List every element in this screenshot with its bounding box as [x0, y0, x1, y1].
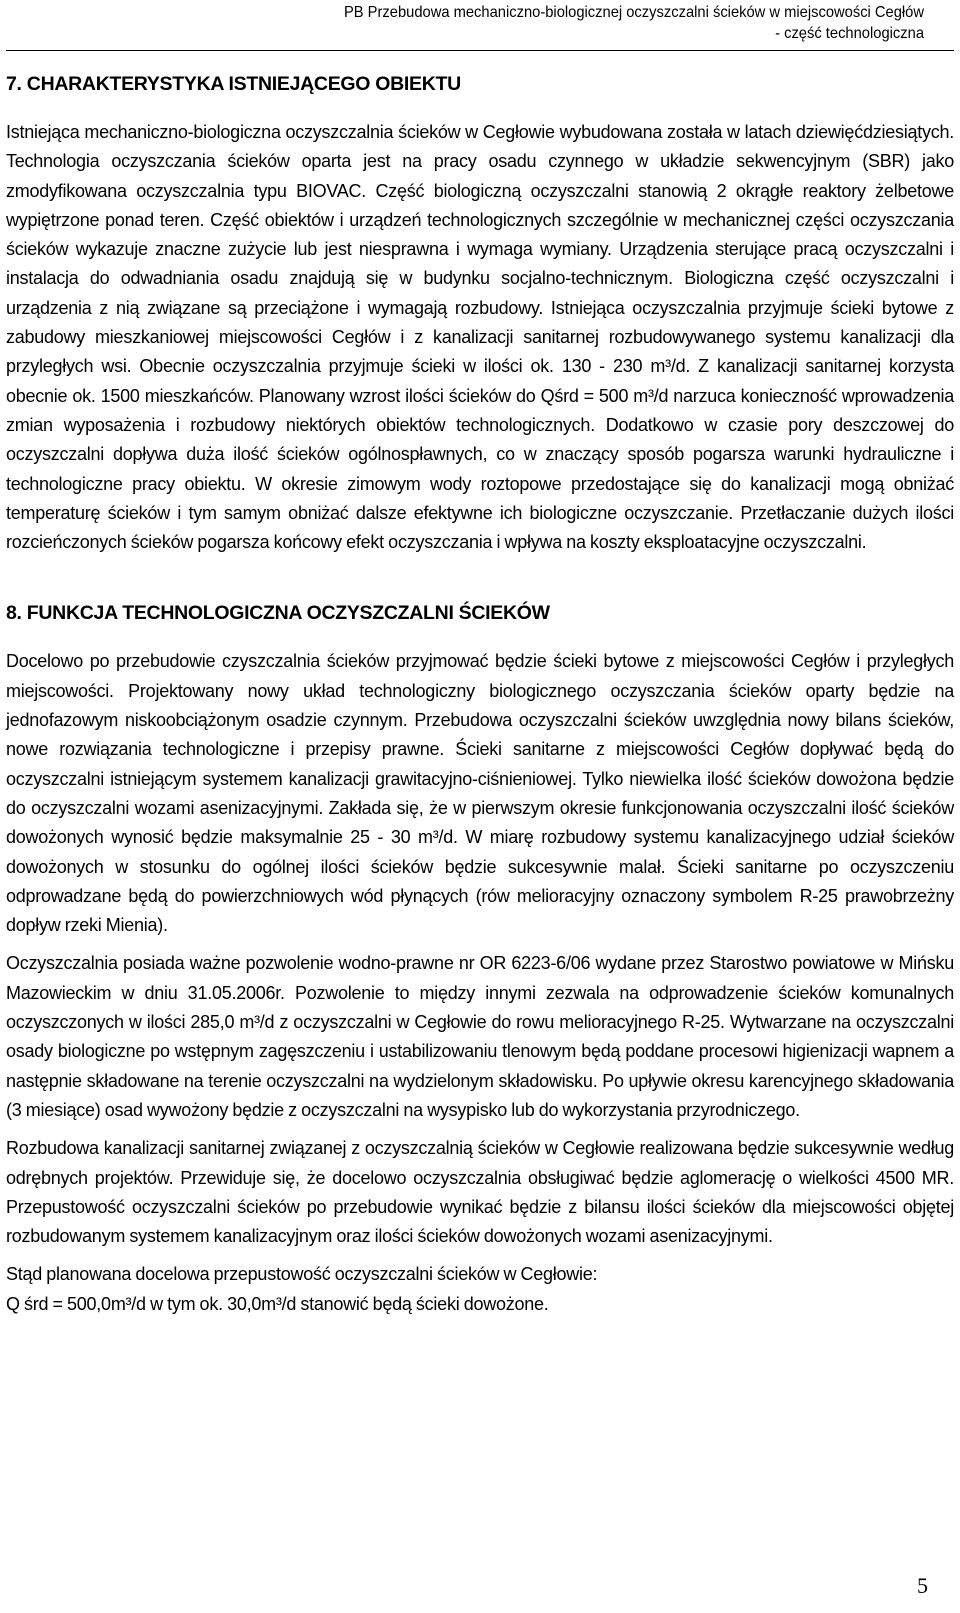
header-subtitle: - część technologiczna [775, 25, 924, 42]
header-title: PB Przebudowa mechaniczno-biologicznej oczyszczalni ścieków w miejscowości Cegłów [343, 4, 924, 21]
capacity-formula: Q śrd = 500,0m³/d w tym ok. 30,0m³/d stanowić będą ścieki dowożone. [6, 1293, 549, 1314]
header-divider [6, 50, 954, 51]
section-8-paragraph-1: Docelowo po przebudowie czyszczalnia ścieków przyjmować będzie ścieki bytowe z miejscowości Cegłów i przyległych miejscowości. Projektowany nowy układ technologiczny biologicznego oczyszczania ścieków oparty będzie na jednofazowym niskoobciążonym osadzie czynnym. Przebudowa oczyszczalni ścieków uwzględnia nowy bilans ścieków, nowe rozwiązania technologiczne i przepisy prawne. Ścieki sanitarne z miejscowości Cegłów dopływać będą do oczyszczalni istniejącym systemem kanalizacji grawitacyjno-ciśnieniowej. Tylko niewielka ilość ścieków dowożona będzie do oczyszczalni wozami asenizacyjnymi. Zakłada się, że w pierwszym okresie funkcjonowania oczyszczalni ilość ścieków dowożonych wynosić będzie maksymalnie 25 - 30 m³/d. W miarę rozbudowy systemu kanalizacyjnego udział ścieków dowożonych w stosunku do ogólnej ilości ścieków będzie sukcesywnie malał. Ścieki sanitarne po oczyszczeniu odprowadzane będą do powierzchniowych wód płynących (rów melioracyjny oznaczony symbolem R-25 prawobrzeżny dopływ rzeki Mienia). [6, 651, 954, 936]
page-number: 5 [917, 1573, 928, 1598]
section-8-paragraph-2: Oczyszczalnia posiada ważne pozwolenie wodno-prawne nr OR 6223-6/06 wydane przez Starostwo powiatowe w Mińsku Mazowieckim w dniu 31.05.2006r. Pozwolenie to między innymi zezwala na odprowadzenie ścieków komunalnych oczyszczonych w ilości 285,0 m³/d z oczyszczalni w Cegłowie do rowu melioracyjnego R-25. Wytwarzane na oczyszczalni osady biologiczne po wstępnym zagęszczeniu i ustabilizowaniu tlenowym będą poddane procesowi higienizacji wapnem a następnie składowane na terenie oczyszczalni na wydzielonym składowisku. Po upływie okresu karencyjnego składowania (3 miesiące) osad wywożony będzie z oczyszczalni na wysypisko lub do wykorzystania przyrodniczego. [6, 953, 954, 1120]
section-8-paragraph-3: Rozbudowa kanalizacji sanitarnej związanej z oczyszczalnią ścieków w Cegłowie realizowana będzie sukcesywnie według odrębnych projektów. Przewiduje się, że docelowo oczyszczalnia obsługiwać będzie aglomerację o wielkości 4500 MR. Przepustowość oczyszczalni ścieków po przebudowie wynikać będzie z bilansu ilości ścieków dla miejscowości objętej rozbudowanym systemem kanalizacyjnym oraz ilości ścieków dowożonych wozami asenizacyjnymi. [6, 1138, 954, 1247]
document-body [6, 68, 954, 1319]
section-7-paragraph: Istniejąca mechaniczno-biologiczna oczyszczalnia ścieków w Cegłowie wybudowana została w latach dziewięćdziesiątych. Technologia oczyszczania ścieków oparta jest na pracy osadu czynnego w układzie sekwencyjnym (SBR) jako zmodyfikowana oczyszczalnia typu BIOVAC. Część biologiczną oczyszczalni stanowią 2 okrągłe reaktory żelbetowe wypiętrzone ponad teren. Część obiektów i urządzeń technologicznych szczególnie w mechanicznej części oczyszczania ścieków wykazuje znaczne zużycie lub jest niesprawna i wymaga wymiany. Urządzenia sterujące pracą oczyszczalni i instalacja do odwadniania osadu znajdują się w budynku socjalno-technicznym. Biologiczna część oczyszczalni i urządzenia z nią związane są przeciążone i wymagają rozbudowy. Istniejąca oczyszczalnia przyjmuje ścieki bytowe z zabudowy mieszkaniowej miejscowości Cegłów i z kanalizacji sanitarnej rozbudowywanego systemu kanalizacji dla przyległych wsi. Obecnie oczyszczalnia przyjmuje ścieki w ilości ok. 130 - 230 m³/d. Z kanalizacji sanitarnej korzysta obecnie ok. 1500 mieszkańców. Planowany wzrost ilości ścieków do Qśrd = 500 m³/d narzuca konieczność wprowadzenia zmian wyposażenia i rozbudowy niektórych obiektów technologicznych. Dodatkowo w czasie pory deszczowej do oczyszczalni dopływa duża ilość ścieków ogólnospławnych, co w znaczący sposób pogarsza warunki hydrauliczne i technologiczne pracy obiektu. W okresie zimowym wody roztopowe przedostające się do kanalizacji mogą obniżać temperaturę ścieków i tym samym obniżać dalsze efektywne ich biologiczne oczyszczanie. Przetłaczanie dużych ilości rozcieńczonych ścieków pogarsza końcowy efekt oczyszczania i wpływa na koszty eksploatacyjne oczyszczalni. [6, 122, 954, 553]
running-header [170, 2, 924, 44]
section-8-heading: 8. FUNKCJA TECHNOLOGICZNA OCZYSZCZALNI ŚCIEKÓW [6, 602, 550, 625]
capacity-statement: Stąd planowana docelowa przepustowość oczyszczalni ścieków w Cegłowie: [6, 1264, 598, 1285]
section-7-heading: 7. CHARAKTERYSTYKA ISTNIEJĄCEGO OBIEKTU [6, 73, 461, 95]
